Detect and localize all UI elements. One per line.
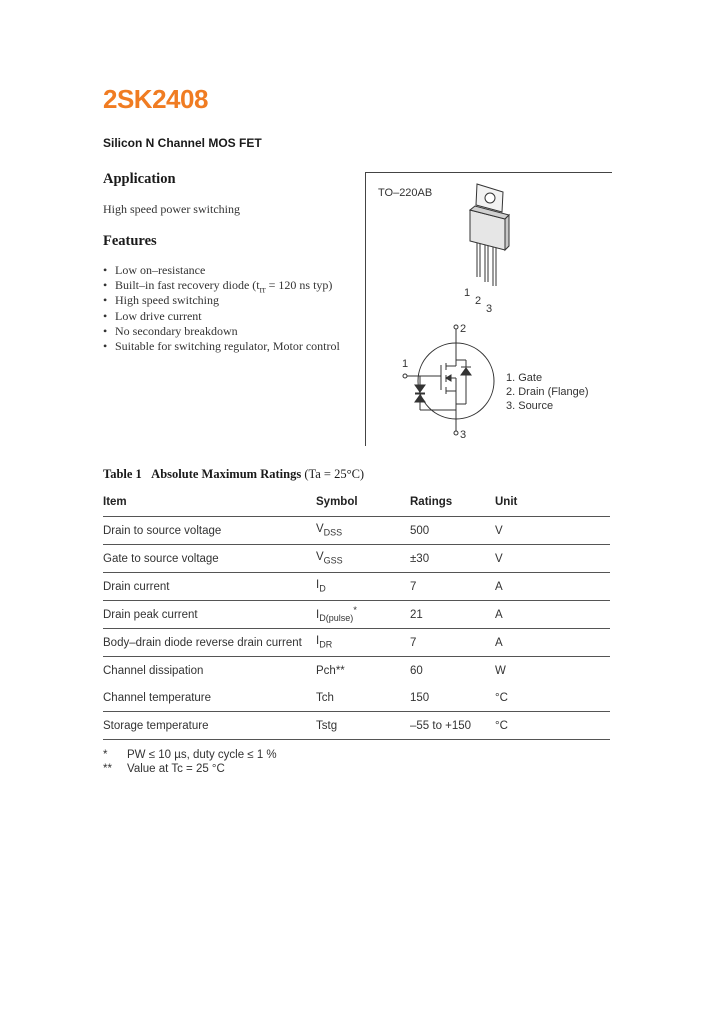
pin-legend-gate: 1. Gate: [506, 372, 543, 384]
mosfet-symbol-icon: [403, 325, 494, 435]
package-name: TO–220AB: [378, 187, 433, 199]
part-number-title: 2SK2408: [103, 84, 208, 114]
feature-item: • High speed switching: [103, 293, 340, 308]
trr-subscript: rr: [259, 284, 266, 295]
column-header-unit: Unit: [495, 488, 610, 517]
column-header-symbol: Symbol: [316, 488, 410, 517]
table-row: Channel temperature Tch 150 °C: [103, 684, 610, 712]
pin-number-2: 2: [475, 295, 482, 307]
schematic-pin-3: 3: [460, 429, 467, 441]
features-list: [103, 263, 340, 354]
features-heading: Features: [103, 233, 157, 249]
table-footnotes: [103, 748, 277, 776]
pin-legend-drain: 2. Drain (Flange): [506, 386, 589, 398]
schematic-pin-1: 1: [402, 358, 409, 370]
schematic-pin-2: 2: [460, 323, 467, 335]
feature-item: • No secondary breakdown: [103, 324, 340, 339]
feature-item: • Suitable for switching regulator, Motor control: [103, 339, 340, 354]
application-heading: Application: [103, 171, 176, 187]
table-row: Body–drain diode reverse drain current $I_{DR}$ 7 A: [103, 629, 610, 657]
footnote: ** Value at Tc = 25 °C: [103, 763, 225, 775]
pin-legend-source: 3. Source: [506, 400, 554, 412]
table-row: Drain current $I_D$ 7 A: [103, 573, 610, 601]
pin-number-1: 1: [464, 287, 471, 299]
table-row: Channel dissipation Pch** 60 W: [103, 664, 506, 677]
application-text: High speed power switching: [103, 202, 240, 216]
table-row: Drain peak current $I_{D(pulse)}^*$ 21 A: [103, 601, 610, 629]
feature-item: • Low drive current: [103, 309, 340, 324]
table-row: Gate to source voltage $V_{GSS}$ ±30 V: [103, 545, 610, 573]
feature-item: • Low on–resistance: [103, 263, 340, 278]
device-subtitle: Silicon N Channel MOS FET: [103, 136, 262, 150]
feature-item: • Built–in fast recovery diode ($t_{rr} = 120$ ns typ): [103, 278, 340, 293]
table-row: Storage temperature Tstg –55 to +150 °C: [103, 712, 610, 740]
absolute-maximum-ratings-table: [103, 488, 610, 740]
column-header-item: Item: [103, 488, 316, 517]
table-title: Table 1 Absolute Maximum Ratings (Ta = 25°C): [103, 467, 365, 481]
pin-legend: [506, 371, 589, 413]
table-header-row: [103, 488, 610, 517]
column-header-ratings: Ratings: [410, 488, 495, 517]
footnote: * PW ≤ 10 µs, duty cycle ≤ 1 %: [103, 749, 277, 761]
pin-number-3: 3: [486, 303, 493, 315]
table-row: Drain to source voltage $V_{DSS}$ 500 V: [103, 517, 610, 545]
to220-package-icon: [470, 184, 509, 286]
